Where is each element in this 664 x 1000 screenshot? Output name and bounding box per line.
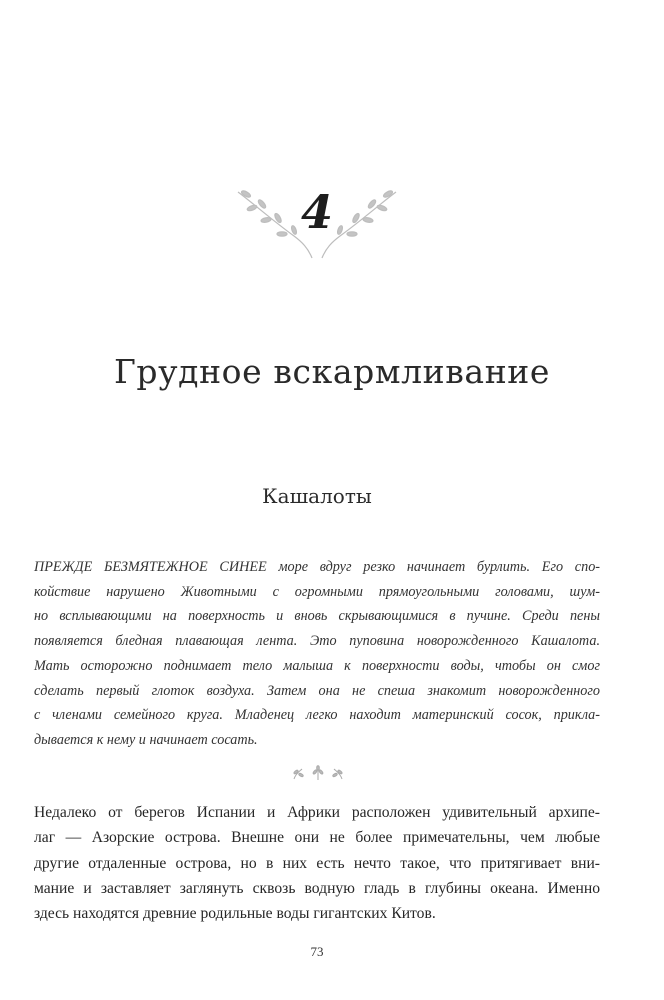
intro-line: но всплывающими на поверхность и вновь скрывающимися в пучине. Среди пены xyxy=(34,608,600,625)
intro-line: появляется бледная плавающая лента. Это пуповина новорожденного Кашалота. xyxy=(34,633,600,650)
chapter-title: Грудное вскармливание xyxy=(113,352,551,391)
section-divider-icon xyxy=(286,765,350,783)
intro-paragraph xyxy=(34,555,600,753)
intro-line: ПРЕЖДЕ БЕЗМЯТЕЖНОЕ СИНЕЕ море вдруг резко начинает бурлить. Его спо- xyxy=(34,559,601,575)
intro-line: дывается к нему и начинает сосать. xyxy=(34,731,258,748)
intro-line: койствие нарушено Животными с огромными прямоугольными головами, шум- xyxy=(34,583,600,600)
intro-line: сделать первый глоток воздуха. Затем она не спеша знакомит новорожденного xyxy=(34,682,600,699)
section-title: Кашалоты xyxy=(262,484,372,508)
intro-line: Мать осторожно поднимает тело малыша к поверхности воды, чтобы он смог xyxy=(34,657,600,674)
body-line: Недалеко от берегов Испании и Африки расположен удивительный архипе- xyxy=(34,804,600,821)
chapter-heading-ornament xyxy=(232,180,402,270)
body-paragraph xyxy=(34,800,600,926)
body-line: другие отдаленные острова, но в них есть нечто такое, что притягивает вни- xyxy=(34,854,600,872)
body-line: мание и заставляет заглянуть сквозь водную гладь в глубины океана. Именно xyxy=(34,879,600,897)
chapter-number: 4 xyxy=(300,185,333,239)
body-line: лаг — Азорские острова. Внешне они не более примечательны, чем любые xyxy=(34,829,600,847)
page-number: 73 xyxy=(310,944,324,959)
intro-line: с членами семейного круга. Младенец легко находит материнский сосок, прикла- xyxy=(34,707,600,724)
intro-lead: ПРЕЖДЕ БЕЗМЯТЕЖНОЕ СИНЕЕ xyxy=(34,559,267,575)
body-line: здесь находятся древние родильные воды гигантских Китов. xyxy=(34,905,436,923)
